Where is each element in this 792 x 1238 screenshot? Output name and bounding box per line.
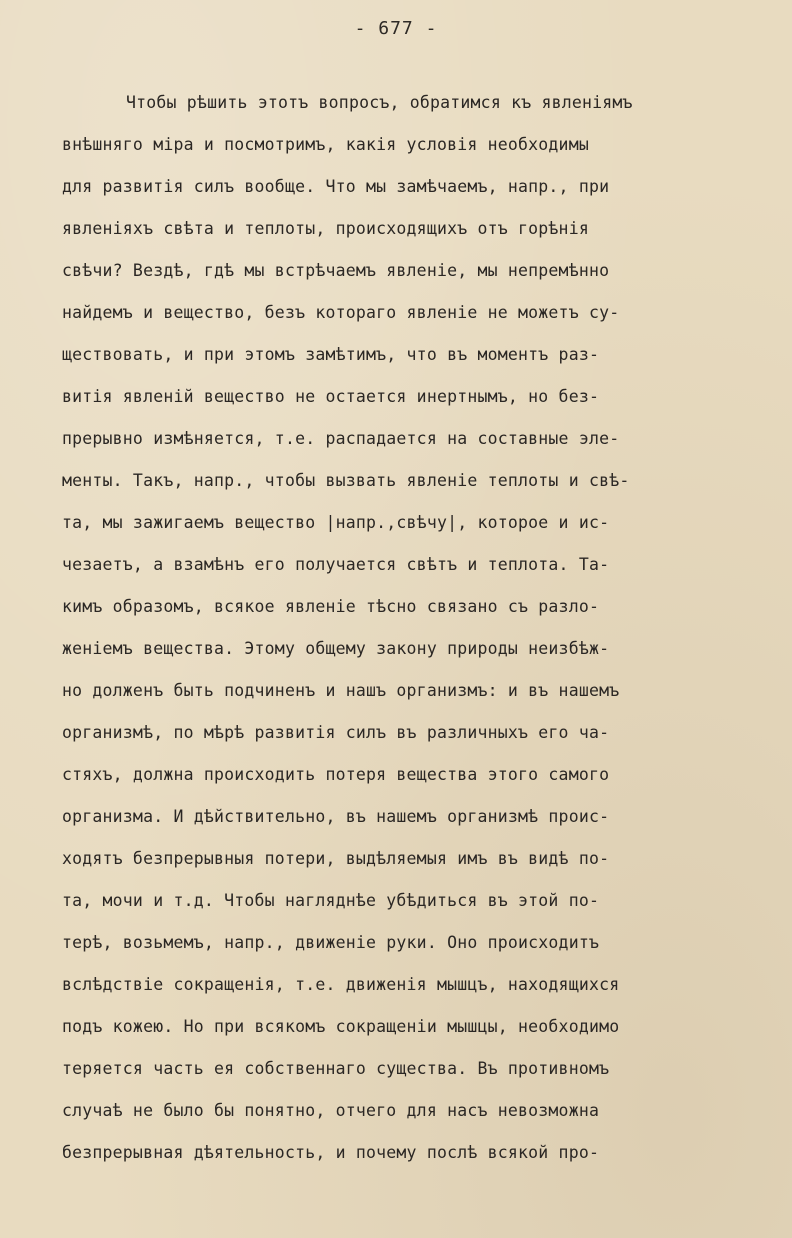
text-line: вслѣдствіе сокращенія, т.е. движенія мышцъ, находящихся bbox=[62, 975, 620, 994]
text-line: свѣчи? Вездѣ, гдѣ мы встрѣчаемъ явленіе, мы непремѣнно bbox=[62, 261, 610, 280]
text-line: найдемъ и вещество, безъ котораго явленіе не можетъ су- bbox=[62, 303, 620, 322]
text-line: организма. И дѣйствительно, въ нашемъ организмѣ проис- bbox=[62, 807, 610, 826]
text-line: но долженъ быть подчиненъ и нашъ организмъ: и въ нашемъ bbox=[62, 681, 620, 700]
text-line: для развитія силъ вообще. Что мы замѣчаемъ, напр., при bbox=[62, 177, 610, 196]
text-line: внѣшняго міра и посмотримъ, какія условія необходимы bbox=[62, 135, 589, 154]
text-line: Чтобы рѣшить этотъ вопросъ, обратимся къ явленіямъ bbox=[126, 93, 633, 112]
text-line: организмѣ, по мѣрѣ развитія силъ въ различныхъ его ча- bbox=[62, 723, 610, 742]
text-line: кимъ образомъ, всякое явленіе тѣсно связано съ разло- bbox=[62, 597, 600, 616]
text-line: явленіяхъ свѣта и теплоты, происходящихъ отъ горѣнія bbox=[62, 219, 589, 238]
text-line: безпрерывная дѣятельность, и почему послѣ всякой про- bbox=[62, 1143, 600, 1162]
body-text bbox=[62, 82, 762, 1174]
text-line: женіемъ вещества. Этому общему закону природы неизбѣж- bbox=[62, 639, 610, 658]
text-line: теряется часть ея собственнаго существа. Въ противномъ bbox=[62, 1059, 610, 1078]
text-line: прерывно измѣняется, т.е. распадается на составные эле- bbox=[62, 429, 620, 448]
text-line: ходятъ безпрерывныя потери, выдѣляемыя имъ въ видѣ по- bbox=[62, 849, 610, 868]
text-line: подъ кожею. Но при всякомъ сокращеніи мышцы, необходимо bbox=[62, 1017, 620, 1036]
text-line: ществовать, и при этомъ замѣтимъ, что въ моментъ раз- bbox=[62, 345, 600, 364]
text-line: стяхъ, должна происходить потеря вещества этого самого bbox=[62, 765, 610, 784]
text-line: та, мы зажигаемъ вещество |напр.,свѣчу|, которое и ис- bbox=[62, 513, 610, 532]
text-line: случаѣ не было бы понятно, отчего для насъ невозможна bbox=[62, 1101, 600, 1120]
text-line: витія явленій вещество не остается инертнымъ, но без- bbox=[62, 387, 600, 406]
text-line: та, мочи и т.д. Чтобы нагляднѣе убѣдиться въ этой по- bbox=[62, 891, 600, 910]
page-number: - 677 - bbox=[354, 18, 438, 39]
text-line: терѣ, возьмемъ, напр., движеніе руки. Оно происходитъ bbox=[62, 933, 600, 952]
text-line: чезаетъ, а взамѣнъ его получается свѣтъ и теплота. Та- bbox=[62, 555, 610, 574]
text-line: менты. Такъ, напр., чтобы вызвать явленіе теплоты и свѣ- bbox=[62, 471, 630, 490]
